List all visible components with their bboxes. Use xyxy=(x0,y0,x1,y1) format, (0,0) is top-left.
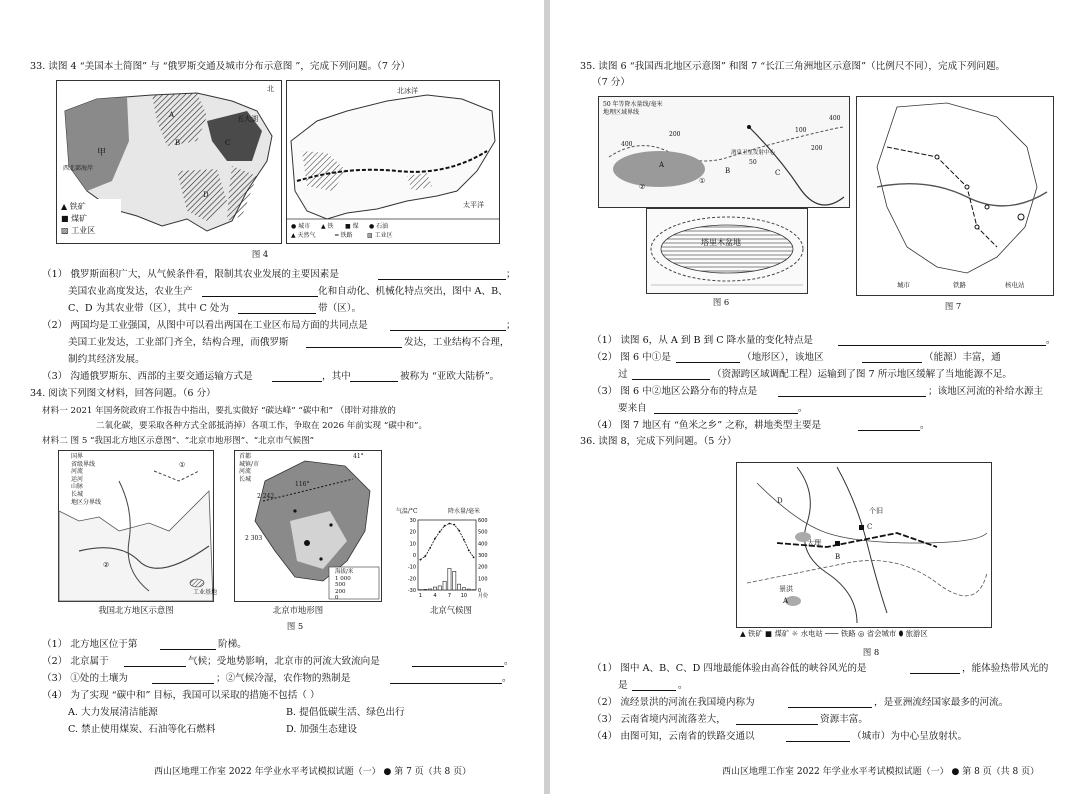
north-legend xyxy=(71,453,101,506)
bj-height-2: 200 xyxy=(335,588,346,595)
q35-2-b: （地形区），该地区 xyxy=(742,352,824,363)
north-legend-6: 地区分界线 xyxy=(71,498,102,506)
yn-label-d: D xyxy=(777,497,783,505)
q35-2-c: （能源）丰富，通 xyxy=(924,352,1001,363)
q33-3-a: （3） 沟通俄罗斯东、西部的主要交通运输方式是 xyxy=(42,371,253,382)
q35-4-a: （4） 图 7 地区有 “鱼米之乡” 之称，耕地类型主要是 xyxy=(592,420,822,431)
nw-label-place: 酒泉卫星发射中心 xyxy=(731,150,776,156)
climate-x-tick: 1 xyxy=(418,593,423,599)
q33-1-line1: （1） 俄罗斯面积广大，从气候条件看，限制其农业发展的主要因素是 xyxy=(42,269,339,280)
q34-3-blank1[interactable] xyxy=(152,673,214,684)
q33-title: 33. 读图 4 “美国本土简图” 与 “俄罗斯交通及城市分布示意图 ”，完成下列问题。（7 分） xyxy=(30,61,411,72)
bj-label-h1: 2 242 xyxy=(257,493,275,500)
nw-legend xyxy=(603,101,663,117)
climate-right-tick: 100 xyxy=(478,576,488,583)
yunnan-drawing xyxy=(737,463,991,627)
bj-label-lat: 41° xyxy=(353,453,364,460)
nw-l50: 50 xyxy=(749,159,757,166)
north-legend-2: 河流 xyxy=(71,468,84,476)
q36-4-a: （4） 由图可知，云南省的铁路交通以 xyxy=(592,731,755,742)
bj-legend-2: 河流 xyxy=(239,468,252,476)
tarim-basin-map xyxy=(646,208,808,294)
q33-2-line1: （2） 两国均是工业强国，从图中可以看出两国在工业区布局方面的共同点是 xyxy=(42,320,368,331)
northwest-map xyxy=(598,96,850,208)
bj-legend-0: 首都 xyxy=(239,453,252,460)
q35-3-blank1[interactable] xyxy=(778,386,926,397)
yangtze-drawing xyxy=(857,97,1053,295)
fig7-caption: 图 7 xyxy=(944,301,962,311)
q34-1-blank[interactable] xyxy=(160,639,216,650)
ru-legend-5: ═ 铁路 xyxy=(335,232,353,239)
us-label-wudahu: 五大湖 xyxy=(237,115,258,123)
q35-title-b: （7 分） xyxy=(592,77,630,88)
q34-2-period: 。 xyxy=(504,656,514,667)
q33-3-blank1[interactable] xyxy=(272,371,322,382)
nw-l400b: 400 xyxy=(829,115,841,122)
nw-label-1: ① xyxy=(699,177,706,185)
nw-legend-0: 50 年等降水量线/毫米 xyxy=(603,101,663,108)
nw-label-c: C xyxy=(775,169,781,177)
fig8-caption: 图 8 xyxy=(862,647,880,657)
russia-map xyxy=(286,80,500,244)
nw-l100: 100 xyxy=(795,127,807,134)
cap-climate: 北京气候图 xyxy=(430,605,472,615)
q34-3-blank2[interactable] xyxy=(390,673,502,684)
climate-left-tick: 30 xyxy=(409,518,416,524)
q35-4-period: 。 xyxy=(920,420,930,431)
fig7-legend-railway: 铁路 xyxy=(953,281,966,289)
q34-2-blank2[interactable] xyxy=(412,656,504,667)
q33-1-semicolon: ； xyxy=(506,269,516,280)
q34-3-a: （3） ①处的土壤为 xyxy=(42,673,128,684)
yn-label-dali: 大理 xyxy=(807,539,821,547)
q36-4-blank[interactable] xyxy=(786,731,850,742)
ru-label-pacific: 太平洋 xyxy=(463,201,484,209)
climate-right-tick: 300 xyxy=(478,553,488,559)
north-china-map xyxy=(58,450,218,602)
q33-2-line3: 制约其经济发展。 xyxy=(68,354,145,365)
q35-3-b: ；该地区河流的补给水源主 xyxy=(928,386,1044,397)
nw-label-2: ② xyxy=(639,183,646,191)
ru-label-arctic: 北冰洋 xyxy=(397,87,418,95)
q33-1-line3a: C、D 为其农业带（区），其中 C 处为 xyxy=(68,303,230,314)
ru-legend-4: ▲ 天然气 xyxy=(291,232,316,239)
page-8 xyxy=(550,0,1080,794)
q35-3-blank2[interactable] xyxy=(654,403,798,414)
ru-legend-3: ● 石油 xyxy=(369,223,389,230)
bj-height-0: 1 000 xyxy=(335,575,351,582)
q35-3-a: （3） 图 6 中②地区公路分布的特点是 xyxy=(592,386,758,397)
nw-l400: 400 xyxy=(621,141,633,148)
q34-2-b: 气候；受地势影响，北京市的河流大致流向是 xyxy=(188,656,380,667)
q36-1-blank2[interactable] xyxy=(632,680,676,691)
north-legend-4: 山脉 xyxy=(71,483,84,491)
climate-left-tick: 10 xyxy=(409,541,416,548)
bj-legend xyxy=(239,453,259,483)
climate-temp-line xyxy=(420,524,473,560)
climate-precip-bar xyxy=(438,586,441,590)
q35-2-e: （资源跨区域调配工程）运输到了图 7 所示地区缓解了当地能源不足。 xyxy=(712,369,1013,380)
nw-label-a: A xyxy=(659,161,665,169)
q33-2-line2b: 发达，工业结构不合理， xyxy=(404,337,510,348)
q36-2-b: ，是亚洲流经国家最多的河流。 xyxy=(874,697,1009,708)
us-label-b: B xyxy=(175,139,181,147)
fig5-caption: 图 5 xyxy=(286,621,304,631)
fig6-caption: 图 6 xyxy=(712,297,730,307)
cap-north: 我国北方地区示意图 xyxy=(98,605,174,615)
climate-left-tick: 20 xyxy=(409,529,416,536)
climate-left-tick: -10 xyxy=(407,564,416,571)
north-legend-3: 运河 xyxy=(71,475,84,483)
us-legend-iron: ▲ 铁矿 xyxy=(61,202,86,211)
ru-legend-0: ● 城市 xyxy=(291,223,311,230)
basin-label: 塔里木盆地 xyxy=(701,238,741,247)
q34-1-b: 阶梯。 xyxy=(218,639,247,650)
q33-2-blank2[interactable] xyxy=(306,337,402,348)
q34-1-a: （1） 北方地区位于第 xyxy=(42,639,138,650)
climate-precip-bar xyxy=(457,584,460,590)
q35-1-a: （1） 读图 6，从 A 到 B 到 C 降水量的变化特点是 xyxy=(592,335,814,346)
us-legend-coal: ■ 煤矿 xyxy=(61,214,88,223)
climate-x-unit: 月份 xyxy=(478,593,489,599)
nw-legend-1: 地理区域界线 xyxy=(603,109,640,116)
climate-precip-bar xyxy=(433,587,436,590)
q35-3-c: 要来自 xyxy=(618,403,647,414)
yunnan-legend: ▲ 铁矿 ■ 煤矿 ☼ 水电站 ─── 铁路 ◎ 省会城市 ⬮ 旅游区 xyxy=(740,629,928,638)
yangtze-delta-map xyxy=(856,96,1054,296)
q36-1-a: （1） 图中 A、B、C、D 四地最能体验由高谷低的峡谷风光的是 xyxy=(592,663,867,674)
q36-3-b: 资源丰富。 xyxy=(820,714,868,725)
us-map-drawing xyxy=(57,81,281,243)
climate-precip-bar xyxy=(424,589,427,590)
north-legend-1: 省级界线 xyxy=(71,460,96,468)
yn-label-gejiu: 个旧 xyxy=(869,507,883,515)
q35-2-d: 过 xyxy=(618,369,628,380)
north-label-2: ② xyxy=(103,561,110,569)
q35-2-blank1[interactable] xyxy=(676,352,740,363)
q34-3-b: ；②气候冷湿，农作物的熟制是 xyxy=(216,673,351,684)
q34-option-a[interactable]: A. 大力发展清洁能源 xyxy=(68,707,158,718)
bj-height-legend xyxy=(335,569,353,602)
q33-3-b: ，其中 xyxy=(322,371,351,382)
yn-label-c: C xyxy=(867,523,873,531)
yn-label-jinghong: 景洪 xyxy=(779,585,793,593)
q34-option-d[interactable]: D. 加强生态建设 xyxy=(286,724,358,735)
q33-1-line3b: 带（区）。 xyxy=(318,303,362,314)
ru-legend-6: ▨ 工业区 xyxy=(367,232,393,239)
climate-x-tick: 10 xyxy=(460,593,468,599)
climate-right-title: 降水量/毫米 xyxy=(448,508,481,515)
climate-x-tick: 4 xyxy=(433,593,437,599)
tarim-drawing xyxy=(647,209,807,293)
bj-height-3: 0 xyxy=(335,595,339,601)
q35-2-a: （2） 图 6 中①是 xyxy=(592,352,671,363)
q35-3-period: 。 xyxy=(798,403,808,414)
q34-material1-a: 材料一 2021 年国务院政府工作报告中指出，要扎实做好 “碳达峰” “碳中和” （即针对排放的 xyxy=(42,406,396,416)
fig7-legend-nuclear: 核电站 xyxy=(1005,281,1025,289)
q35-1-blank[interactable] xyxy=(838,335,1046,346)
us-label-jia: 甲 xyxy=(97,148,107,158)
climate-left-tick: -20 xyxy=(407,576,416,583)
q36-4-b: （城市）为中心呈放射状。 xyxy=(852,731,968,742)
q36-2-a: （2） 流经景洪的河流在我国境内称为 xyxy=(592,697,755,708)
q36-1-b: ，能体验热带风光的 xyxy=(962,663,1049,674)
q33-1-blank2[interactable] xyxy=(202,286,318,297)
q36-title: 36. 读图 8，完成下列问题。（5 分） xyxy=(580,436,737,447)
q36-1-period: 。 xyxy=(678,680,688,691)
yn-label-b: B xyxy=(835,553,841,561)
q35-title-a: 35. 读图 6 “我国西北地区示意图” 和图 7 “长江三角洲地区示意图”（比例尺不同），完成下列问题。 xyxy=(580,61,1006,72)
q36-3-blank[interactable] xyxy=(736,714,818,725)
russia-map-drawing xyxy=(287,81,499,243)
bj-label-h2: 2 303 xyxy=(245,535,263,542)
q35-1-period: 。 xyxy=(1046,335,1056,346)
us-label-north: 北 xyxy=(267,85,274,93)
q35-2-blank2[interactable] xyxy=(862,352,922,363)
q34-title: 34. 阅读下列图文材料，回答问题。（6 分） xyxy=(30,388,216,399)
north-legend-0: 国界 xyxy=(71,453,84,460)
climate-precip-bar xyxy=(448,568,451,590)
q34-2-a: （2） 北京属于 xyxy=(42,656,109,667)
climate-left-tick: -30 xyxy=(407,588,416,594)
yunnan-map xyxy=(736,462,992,628)
climate-right-tick: 0 xyxy=(478,588,482,594)
q36-1-blank1[interactable] xyxy=(910,663,960,674)
footer-right: 西山区地理工作室 2022 年学业水平考试模拟试题（一） ● 第 8 页（共 8 页） xyxy=(722,767,1040,777)
q35-4-blank[interactable] xyxy=(858,420,920,431)
climate-precip-bar xyxy=(467,589,470,590)
q36-3-a: （3） 云南省境内河流落差大， xyxy=(592,714,726,725)
q34-3-period: 。 xyxy=(502,673,512,684)
north-legend-5: 长城 xyxy=(71,490,84,498)
q33-2-blank1[interactable] xyxy=(390,320,506,331)
nw-label-b: B xyxy=(725,167,731,175)
climate-right-tick: 200 xyxy=(478,564,488,571)
yn-label-a: A xyxy=(783,597,789,605)
ru-legend-2: ■ 煤 xyxy=(345,223,359,230)
climate-precip-bar xyxy=(428,589,431,590)
q33-1-blank3[interactable] xyxy=(238,303,316,314)
q34-4: （4） 为了实现 “碳中和” 目标，我国可以采取的措施不包括（ ） xyxy=(42,690,320,701)
q35-2-blank3[interactable] xyxy=(632,369,710,380)
us-label-d: D xyxy=(203,191,209,199)
us-legend-industry: ▨ 工业区 xyxy=(61,226,96,235)
us-map xyxy=(56,80,282,244)
north-label-industry: 工业基地 xyxy=(193,589,218,596)
q34-material2: 材料二 图 5 “我国北方地区示意图”、“北京市地形图”、“北京市气候图” xyxy=(42,436,315,446)
q34-2-blank1[interactable] xyxy=(124,656,186,667)
us-label-c: C xyxy=(225,139,231,147)
q36-1-c: 是 xyxy=(618,680,628,691)
climate-right-tick: 400 xyxy=(478,541,488,548)
q33-2-line2a: 美国工业发达，工业部门齐全，结构合理，而俄罗斯 xyxy=(68,337,289,348)
q34-option-b[interactable]: B. 提倡低碳生活、绿色出行 xyxy=(286,707,405,718)
climate-frame xyxy=(418,520,476,590)
q36-2-blank[interactable] xyxy=(788,697,872,708)
bj-legend-3: 长城 xyxy=(239,475,252,483)
bj-label-lon: 116° xyxy=(295,481,310,488)
us-label-a: A xyxy=(169,111,175,119)
climate-right-tick: 600 xyxy=(478,518,488,524)
q33-1-line2a: 美国农业高度发达，农业生产 xyxy=(68,286,193,297)
climate-right-tick: 500 xyxy=(478,529,488,536)
cap-beijing: 北京市地形图 xyxy=(272,605,324,615)
q33-1-blank1[interactable] xyxy=(378,269,506,280)
bj-height-1: 500 xyxy=(335,582,346,588)
climate-left-title: 气温/°C xyxy=(396,508,418,515)
q34-option-c[interactable]: C. 禁止使用煤炭、石油等化石燃料 xyxy=(68,724,216,735)
climate-left-tick: 0 xyxy=(412,553,416,559)
q33-2-semicolon: ； xyxy=(506,320,516,331)
ru-legend-1: ▲ 铁 xyxy=(321,223,334,230)
beijing-climate-chart xyxy=(396,508,500,604)
q34-material1-b: 二氧化碳，要采取各种方式全部抵消掉）各项工作，争取在 2026 年前实现 “碳中和”。 xyxy=(96,421,428,431)
fig7-legend-city: 城市 xyxy=(897,281,910,289)
north-label-1: ① xyxy=(179,461,186,469)
us-label-xibei: 西北部海岸 xyxy=(63,165,94,172)
climate-precip-bar xyxy=(453,571,456,590)
climate-precip-bar xyxy=(443,581,446,590)
fig4-caption: 图 4 xyxy=(251,249,269,259)
nw-l200b: 200 xyxy=(811,145,823,152)
nw-l200: 200 xyxy=(669,131,681,138)
q33-1-line2b: 化和自动化、机械化特点突出，图中 A、B、 xyxy=(318,286,508,297)
beijing-terrain-map xyxy=(234,450,382,602)
climate-plot xyxy=(396,508,500,604)
climate-precip-bar xyxy=(462,588,465,590)
bj-legend-1: 城镇/市 xyxy=(239,460,260,468)
footer-left: 西山区地理工作室 2022 年学业水平考试模拟试题（一） ● 第 7 页（共 8 页） xyxy=(154,767,472,777)
q33-3-blank2[interactable] xyxy=(350,371,398,382)
q33-3-c: 被称为 “亚欧大陆桥”。 xyxy=(400,371,500,382)
bj-height-title: 海拔/米 xyxy=(335,569,354,575)
climate-x-tick: 7 xyxy=(447,593,452,599)
